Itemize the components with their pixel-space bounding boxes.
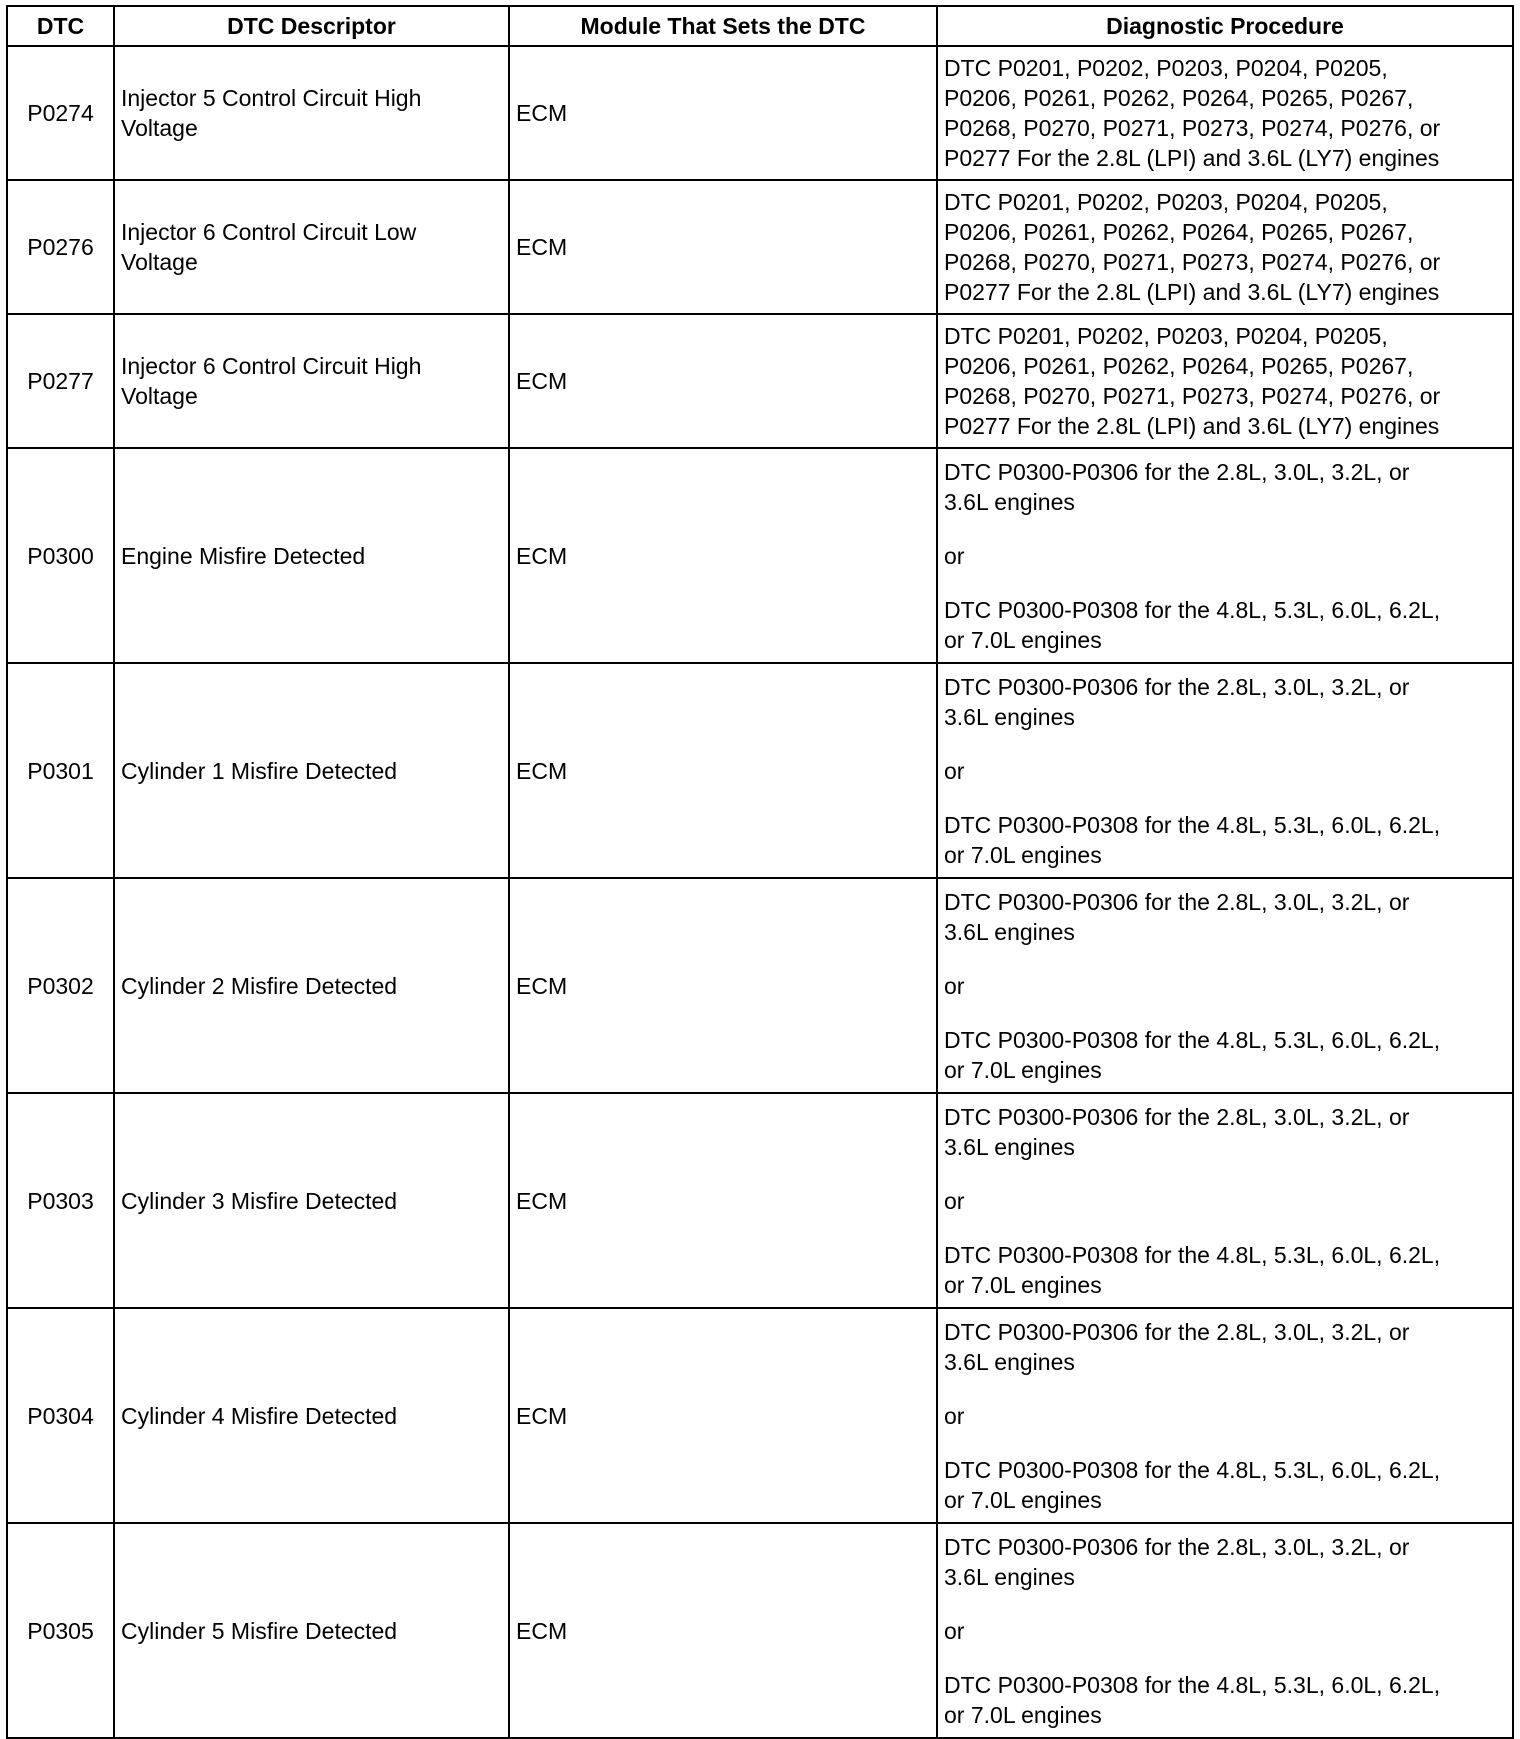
dtc-descriptor-cell <box>114 314 509 448</box>
table-row <box>7 1308 1513 1523</box>
descriptor-line: Cylinder 1 Misfire Detected <box>121 757 398 784</box>
procedure-line: DTC P0300-P0306 for the 2.8L, 3.0L, 3.2L, or <box>944 888 1410 915</box>
procedure-line: 3.6L engines <box>944 1348 1075 1375</box>
procedure-line: or <box>944 1617 965 1644</box>
procedure-cell <box>937 1093 1513 1308</box>
procedure-spacer <box>944 1646 1506 1670</box>
descriptor-line: Voltage <box>121 249 198 275</box>
procedure-cell <box>937 314 1513 448</box>
table-body <box>7 46 1513 1738</box>
module-cell: ECM <box>509 663 937 878</box>
table-row <box>7 1523 1513 1738</box>
procedure-line: P0268, P0270, P0271, P0273, P0274, P0276, or <box>944 383 1441 409</box>
header-row <box>7 6 1513 46</box>
procedure-spacer <box>944 1377 1506 1401</box>
procedure-line: DTC P0300-P0308 for the 4.8L, 5.3L, 6.0L, 6.2L, <box>944 596 1441 623</box>
procedure-line: 3.6L engines <box>944 918 1075 945</box>
dtc-descriptor-cell <box>114 1523 509 1738</box>
table-row <box>7 663 1513 878</box>
header-dtc: DTC <box>7 6 114 46</box>
dtc-table <box>6 5 1514 1739</box>
procedure-line: or <box>944 542 965 569</box>
procedure-line: or 7.0L engines <box>944 1486 1102 1513</box>
procedure-line: 3.6L engines <box>944 703 1075 730</box>
procedure-cell <box>937 1523 1513 1738</box>
procedure-line: DTC P0300-P0308 for the 4.8L, 5.3L, 6.0L, 6.2L, <box>944 1241 1441 1268</box>
dtc-code-cell: P0274 <box>7 46 114 180</box>
procedure-line: DTC P0300-P0306 for the 2.8L, 3.0L, 3.2L, or <box>944 1103 1410 1130</box>
descriptor-line: Voltage <box>121 115 198 141</box>
module-cell: ECM <box>509 878 937 1093</box>
dtc-code-cell: P0304 <box>7 1308 114 1523</box>
procedure-spacer <box>944 1162 1506 1186</box>
procedure-spacer <box>944 517 1506 541</box>
module-cell: ECM <box>509 180 937 314</box>
table-row <box>7 448 1513 663</box>
table-row <box>7 878 1513 1093</box>
dtc-code-cell: P0303 <box>7 1093 114 1308</box>
procedure-line: DTC P0201, P0202, P0203, P0204, P0205, <box>944 55 1388 81</box>
table-row <box>7 1093 1513 1308</box>
procedure-line: DTC P0300-P0306 for the 2.8L, 3.0L, 3.2L, or <box>944 458 1410 485</box>
procedure-line: or <box>944 1187 965 1214</box>
module-cell: ECM <box>509 314 937 448</box>
procedure-spacer <box>944 1216 1506 1240</box>
module-cell: ECM <box>509 1308 937 1523</box>
dtc-descriptor-cell <box>114 46 509 180</box>
procedure-line: DTC P0201, P0202, P0203, P0204, P0205, <box>944 189 1388 215</box>
procedure-line: DTC P0300-P0306 for the 2.8L, 3.0L, 3.2L, or <box>944 1318 1410 1345</box>
procedure-line: DTC P0300-P0308 for the 4.8L, 5.3L, 6.0L, 6.2L, <box>944 811 1441 838</box>
descriptor-line: Cylinder 4 Misfire Detected <box>121 1402 398 1429</box>
procedure-line: P0206, P0261, P0262, P0264, P0265, P0267, <box>944 219 1414 245</box>
module-cell: ECM <box>509 46 937 180</box>
dtc-code-cell: P0277 <box>7 314 114 448</box>
table-row <box>7 180 1513 314</box>
procedure-spacer <box>944 947 1506 971</box>
dtc-descriptor-cell <box>114 448 509 663</box>
dtc-code-cell: P0276 <box>7 180 114 314</box>
procedure-line: or <box>944 757 965 784</box>
procedure-line: DTC P0300-P0306 for the 2.8L, 3.0L, 3.2L, or <box>944 1533 1410 1560</box>
descriptor-line: Cylinder 5 Misfire Detected <box>121 1617 398 1644</box>
procedure-line: or <box>944 1402 965 1429</box>
dtc-descriptor-cell <box>114 663 509 878</box>
descriptor-line: Cylinder 2 Misfire Detected <box>121 972 398 999</box>
dtc-code-cell: P0305 <box>7 1523 114 1738</box>
procedure-line: P0277 For the 2.8L (LPI) and 3.6L (LY7) engines <box>944 279 1440 305</box>
descriptor-line: Injector 6 Control Circuit High <box>121 353 422 379</box>
descriptor-line: Voltage <box>121 383 198 409</box>
dtc-code-cell: P0302 <box>7 878 114 1093</box>
procedure-line: DTC P0300-P0306 for the 2.8L, 3.0L, 3.2L, or <box>944 673 1410 700</box>
dtc-descriptor-cell <box>114 1308 509 1523</box>
procedure-spacer <box>944 1431 1506 1455</box>
procedure-line: P0268, P0270, P0271, P0273, P0274, P0276, or <box>944 249 1441 275</box>
procedure-cell <box>937 1308 1513 1523</box>
procedure-line: or 7.0L engines <box>944 1701 1102 1728</box>
table-row <box>7 314 1513 448</box>
procedure-line: or 7.0L engines <box>944 1056 1102 1083</box>
procedure-line: P0277 For the 2.8L (LPI) and 3.6L (LY7) engines <box>944 413 1440 439</box>
module-cell: ECM <box>509 448 937 663</box>
dtc-code-cell: P0301 <box>7 663 114 878</box>
procedure-line: DTC P0201, P0202, P0203, P0204, P0205, <box>944 323 1388 349</box>
procedure-line: or <box>944 972 965 999</box>
procedure-spacer <box>944 732 1506 756</box>
procedure-cell <box>937 663 1513 878</box>
dtc-descriptor-cell <box>114 180 509 314</box>
procedure-cell <box>937 878 1513 1093</box>
procedure-spacer <box>944 571 1506 595</box>
procedure-cell <box>937 180 1513 314</box>
descriptor-line: Engine Misfire Detected <box>121 542 366 569</box>
procedure-line: 3.6L engines <box>944 1133 1075 1160</box>
procedure-cell <box>937 448 1513 663</box>
procedure-line: 3.6L engines <box>944 488 1075 515</box>
descriptor-line: Cylinder 3 Misfire Detected <box>121 1187 398 1214</box>
dtc-descriptor-cell <box>114 878 509 1093</box>
module-cell: ECM <box>509 1523 937 1738</box>
header-procedure: Diagnostic Procedure <box>937 6 1513 46</box>
procedure-spacer <box>944 786 1506 810</box>
procedure-spacer <box>944 1001 1506 1025</box>
table-row <box>7 46 1513 180</box>
procedure-line: DTC P0300-P0308 for the 4.8L, 5.3L, 6.0L, 6.2L, <box>944 1671 1441 1698</box>
procedure-line: P0277 For the 2.8L (LPI) and 3.6L (LY7) engines <box>944 145 1440 171</box>
procedure-line: or 7.0L engines <box>944 1271 1102 1298</box>
procedure-spacer <box>944 1592 1506 1616</box>
header-descriptor: DTC Descriptor <box>114 6 509 46</box>
dtc-code-cell: P0300 <box>7 448 114 663</box>
procedure-line: P0206, P0261, P0262, P0264, P0265, P0267, <box>944 85 1414 111</box>
procedure-line: DTC P0300-P0308 for the 4.8L, 5.3L, 6.0L, 6.2L, <box>944 1026 1441 1053</box>
descriptor-line: Injector 5 Control Circuit High <box>121 85 422 111</box>
procedure-line: or 7.0L engines <box>944 626 1102 653</box>
header-module: Module That Sets the DTC <box>509 6 937 46</box>
module-cell: ECM <box>509 1093 937 1308</box>
procedure-line: 3.6L engines <box>944 1563 1075 1590</box>
descriptor-line: Injector 6 Control Circuit Low <box>121 219 417 245</box>
procedure-line: DTC P0300-P0308 for the 4.8L, 5.3L, 6.0L, 6.2L, <box>944 1456 1441 1483</box>
dtc-descriptor-cell <box>114 1093 509 1308</box>
procedure-line: or 7.0L engines <box>944 841 1102 868</box>
procedure-line: P0268, P0270, P0271, P0273, P0274, P0276, or <box>944 115 1441 141</box>
procedure-line: P0206, P0261, P0262, P0264, P0265, P0267, <box>944 353 1414 379</box>
procedure-cell <box>937 46 1513 180</box>
